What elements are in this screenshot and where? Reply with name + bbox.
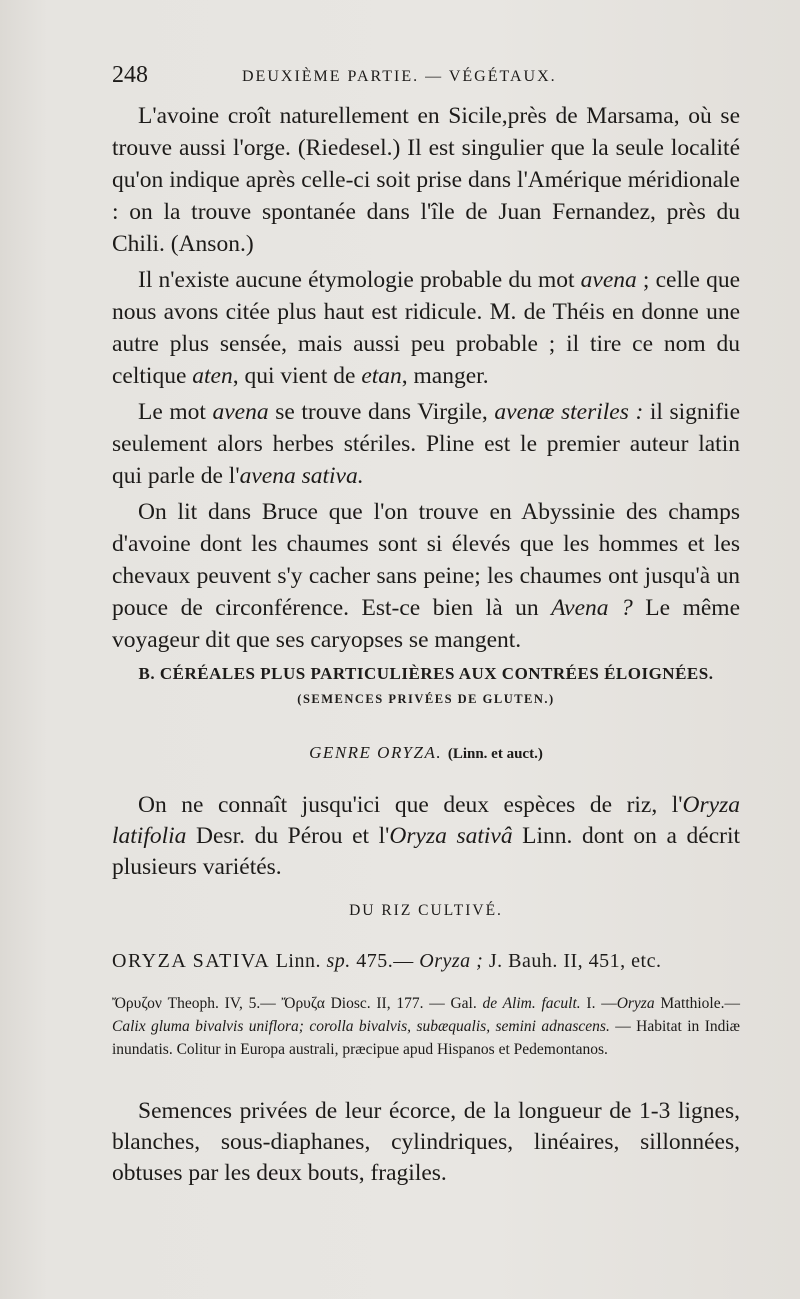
page-number: 248 — [112, 62, 148, 88]
paragraph-4: On lit dans Bruce que l'on trouve en Abyssinie des champs d'avoine dont les chaumes sont si élevés que les hommes et les chevaux peuvent s'y cacher sans peine; les chaumes ont jusqu'à un pouce de circonférence. Est-ce bien là un Avena ? Le même voyageur dit que ses caryopses se mangent. — [112, 499, 740, 653]
oryza-paragraph: On ne connaît jusqu'ici que deux espèces de riz, l'Oryza latifolia Desr. du Pérou et l'Oryza sativâ Linn. dont on a décrit plusieurs variétés. — [112, 792, 741, 880]
body-text — [112, 100, 740, 656]
genus-heading — [112, 743, 740, 763]
paragraph-2: Il n'existe aucune étymologie probable du mot avena ; celle que nous avons citée plus haut est ridicule. M. de Théis en donne une autre plus sensée, mais aussi peu probable ; il tire ce nom du celtique aten, qui vient de etan, manger. — [112, 267, 740, 389]
species-name: ORYZA SATIVA — [112, 950, 271, 972]
paragraph-1: L'avoine croît naturellement en Sicile,près de Marsama, où se trouve aussi l'orge. (Riedesel.) Il est singulier que la seule localité qu'on indique après celle-ci soit prise dans l'Amérique méridionale : on la trouve spontanée dans l'île de Juan Fernandez, près du Chili. (Anson.) — [112, 103, 740, 257]
genus-authority: (Linn. et auct.) — [447, 746, 543, 762]
running-head: DEUXIÈME PARTIE. — VÉGÉTAUX. — [242, 68, 557, 85]
synonymy-block: Ὄρυζον Theoph. IV, 5.— Ὄρυζα Diosc. II, 177. — Gal. de Alim. facult. I. —Oryza Matthiole.— Calix gluma bivalvis uniflora; corolla bivalvis, subæqualis, semini adnascens. — Habitat in Indiæ inundatis. Colitur in Europa australi, præcipue apud Hispanos et Pedemontanos. — [112, 995, 740, 1058]
species-section-title: DU RIZ CULTIVÉ. — [349, 902, 503, 919]
paragraph-3: Le mot avena se trouve dans Virgile, avenæ steriles : il signifie seulement alors herbes stériles. Pline est le premier auteur latin qui parle de l'avena sativa. — [112, 399, 740, 489]
species-line: ORYZA SATIVA Linn. sp. 475.— Oryza ; J. Bauh. II, 451, etc. — [112, 950, 662, 972]
section-subheading: (SEMENCES PRIVÉES DE GLUTEN.) — [297, 692, 555, 706]
description-paragraph: Semences privées de leur écorce, de la longueur de 1-3 lignes, blanches, sous-diaphanes, cylindriques, linéaires, sillonnées, obtuses par les deux bouts, fragiles. — [112, 1098, 740, 1186]
genus-name: GENRE ORYZA. — [309, 743, 443, 762]
section-heading: B. CÉRÉALES PLUS PARTICULIÈRES AUX CONTRÉES ÉLOIGNÉES. — [138, 664, 714, 683]
